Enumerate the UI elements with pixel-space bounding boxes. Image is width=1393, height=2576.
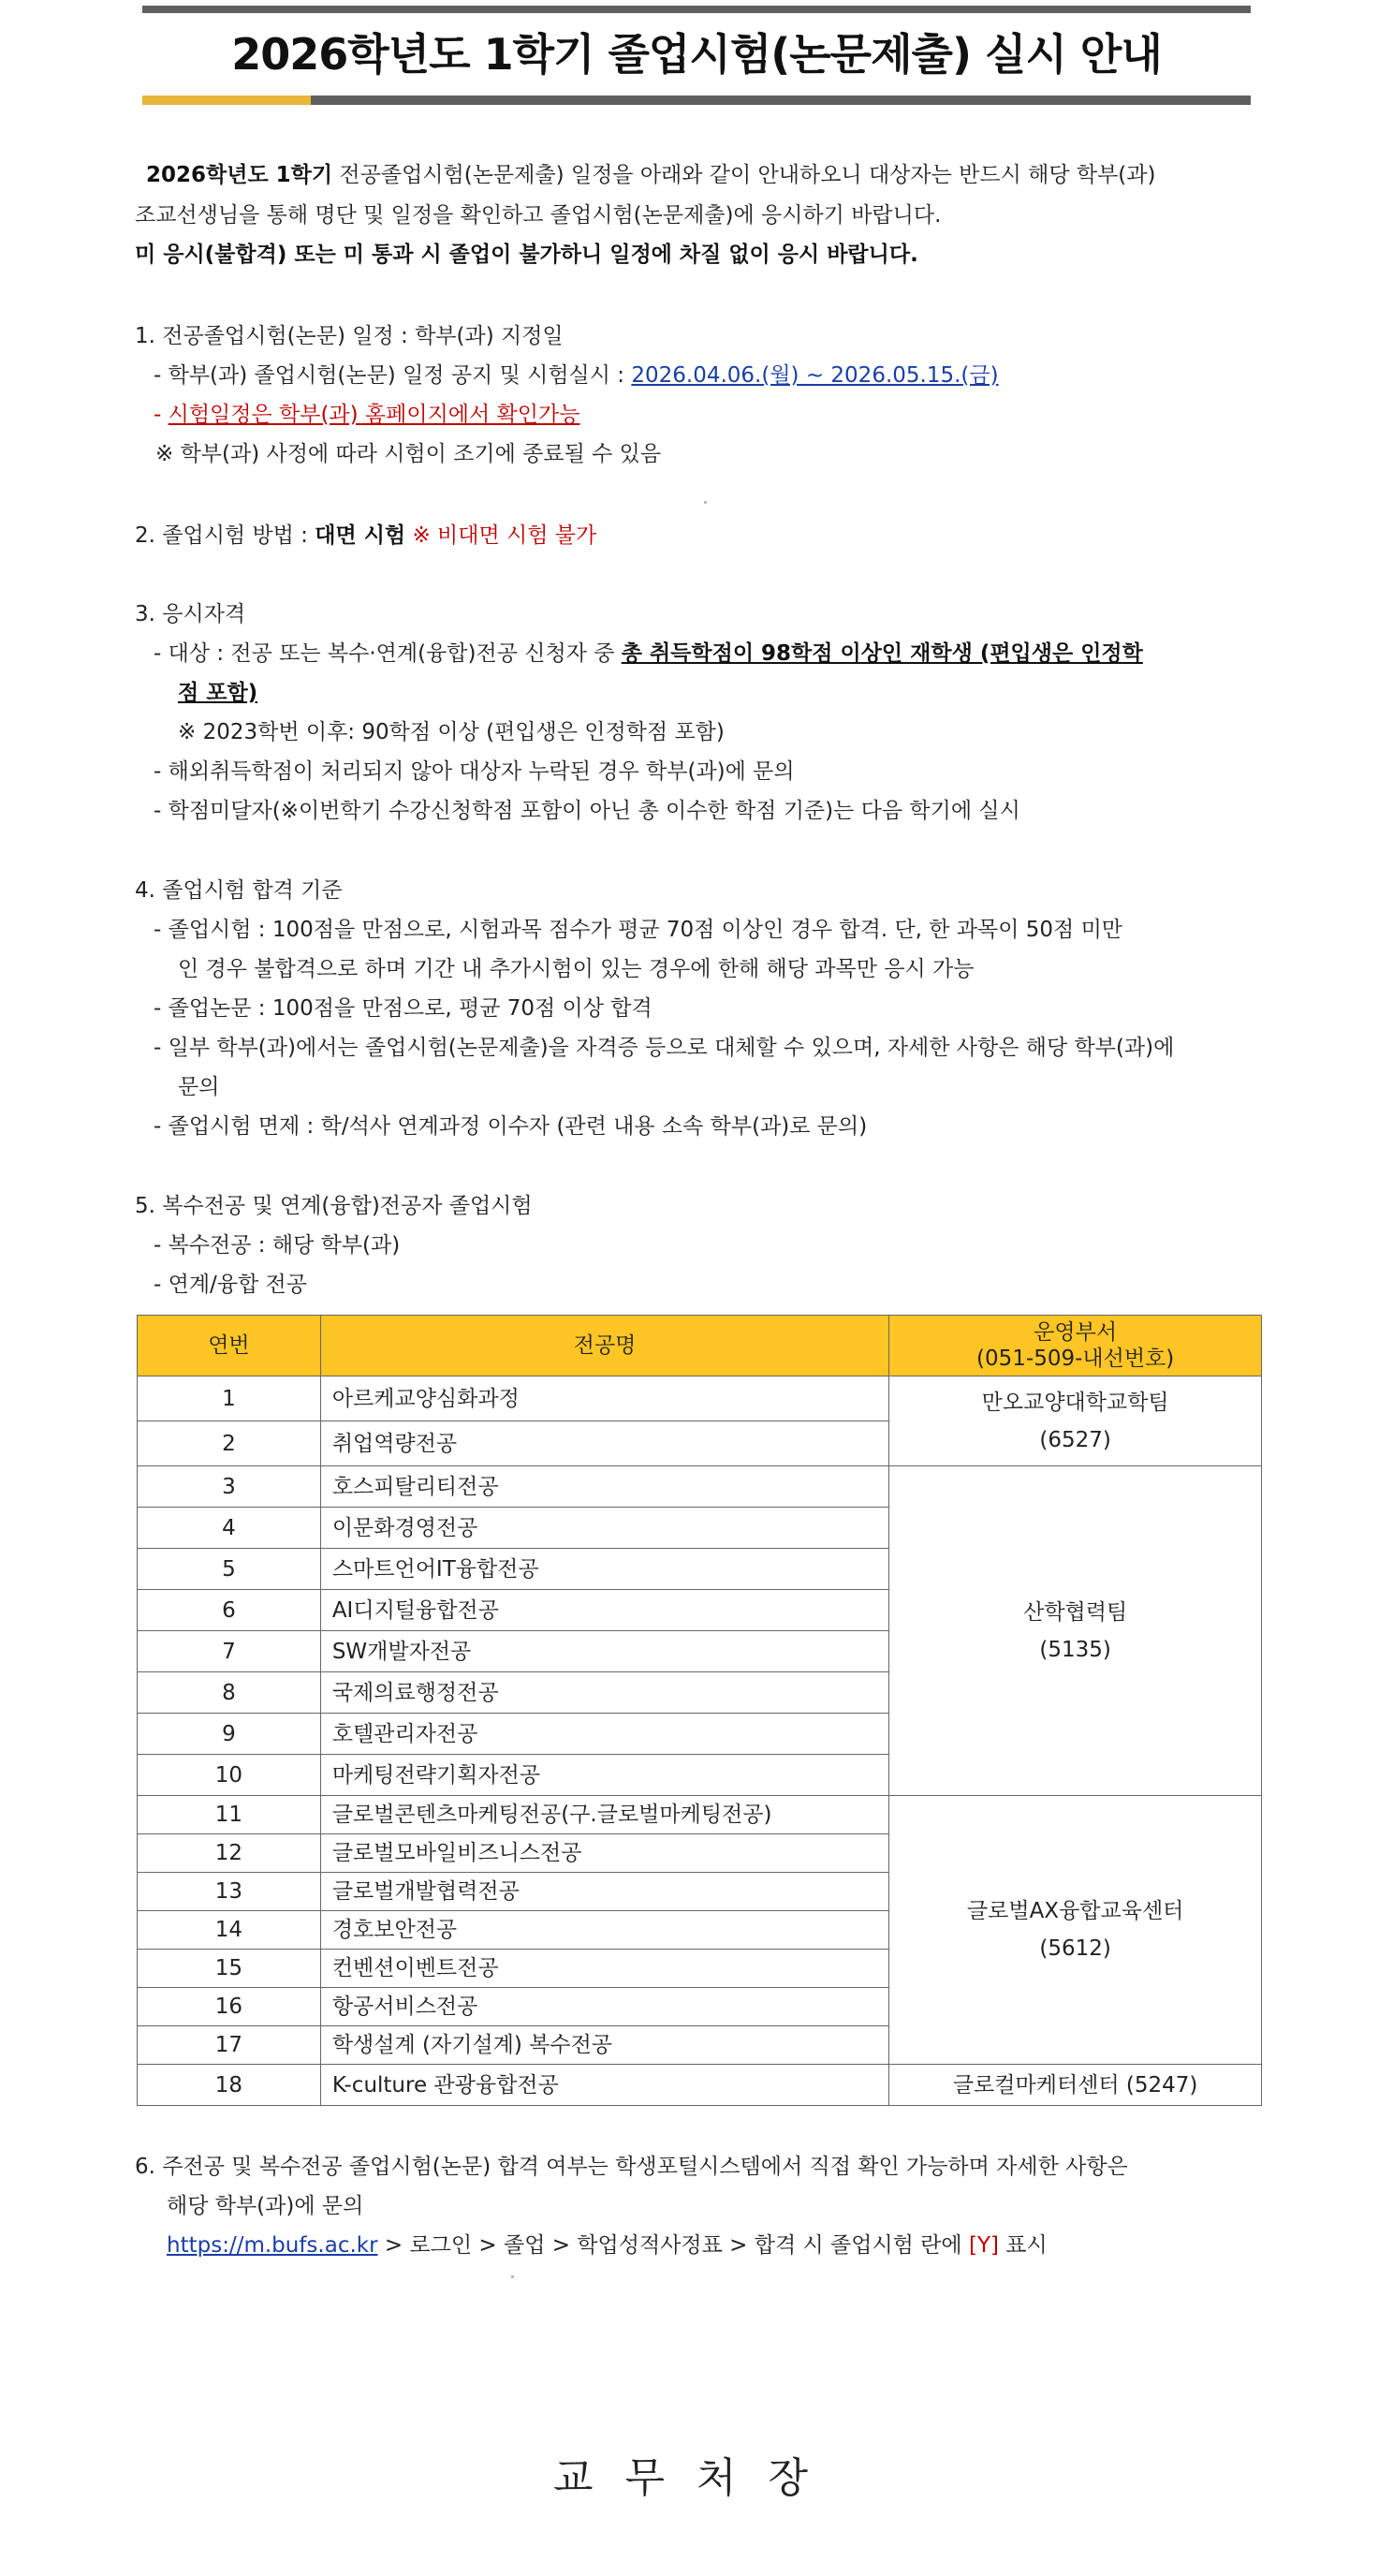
signature: 교무처장 (552, 2454, 840, 2502)
row-no: 1 (138, 1376, 321, 1421)
row-no: 4 (138, 1508, 321, 1549)
row-no: 10 (138, 1755, 321, 1796)
section5-item-linked: - 연계/융합 전공 (154, 1273, 307, 1297)
intro-line-1 (146, 160, 1155, 190)
title-rule-base (311, 96, 1251, 105)
row-major: 호스피탈리티전공 (320, 1466, 888, 1508)
row-no: 14 (138, 1911, 321, 1950)
section3-item-shortfall: - 학점미달자(※이번학기 수강신청학점 포함이 아닌 총 이수한 학점 기준)는 다음 학기에 실시 (154, 799, 1020, 823)
row-no: 9 (138, 1714, 321, 1755)
header-no: 연번 (138, 1316, 321, 1376)
table-row (138, 1796, 1262, 1834)
section3-note: ※ 2023학번 이후: 90학점 이상 (편입생은 인정학점 포함) (178, 720, 725, 744)
title-top-rule (142, 6, 1251, 13)
row-no: 18 (138, 2065, 321, 2106)
section3-item-target-label: - 대상 : 전공 또는 복수·연계(융합)전공 신청자 중 (154, 641, 622, 666)
row-major: 아르케교양심화과정 (320, 1376, 888, 1421)
header-major: 전공명 (320, 1316, 888, 1376)
intro-line-1-text: 전공졸업시험(논문제출) 일정을 아래와 같이 안내하오니 대상자는 반드시 해당 학부(과) (332, 163, 1156, 187)
row-major: 컨벤션이벤트전공 (320, 1950, 888, 1988)
section4-item-thesis: - 졸업논문 : 100점을 만점으로, 평균 70점 이상 합격 (154, 996, 653, 1021)
section1-note: ※ 학부(과) 사정에 따라 시험이 조기에 종료될 수 있음 (155, 442, 662, 466)
row-major: 스마트언어IT융합전공 (320, 1549, 888, 1590)
row-no: 13 (138, 1873, 321, 1911)
section6-line-2: 해당 학부(과)에 문의 (167, 2194, 364, 2218)
section3-heading: 3. 응시자격 (135, 602, 246, 626)
section4-item-exemption: - 졸업시험 면제 : 학/석사 연계과정 이수자 (관련 내용 소속 학부(과)로 문의) (154, 1114, 868, 1139)
intro-warning: 미 응시(불합격) 또는 미 통과 시 졸업이 불가하니 일정에 차질 없이 응시 바랍니다. (135, 243, 918, 267)
dept-cell (889, 1796, 1262, 2065)
title-rule-accent (142, 96, 311, 105)
dept-ext: (6527) (1039, 1427, 1111, 1452)
stray-dot (511, 2275, 514, 2278)
dept-cell (889, 1466, 1262, 1796)
dept-name: 글로벌AX융합교육센터 (966, 1899, 1184, 1923)
row-major: 항공서비스전공 (320, 1988, 888, 2026)
header-dept (889, 1316, 1262, 1376)
table-header-row (138, 1316, 1262, 1376)
section5-heading: 5. 복수전공 및 연계(융합)전공자 졸업시험 (135, 1194, 533, 1218)
dept-cell (889, 1376, 1262, 1466)
row-major: SW개발자전공 (320, 1631, 888, 1672)
section4-heading: 4. 졸업시험 합격 기준 (135, 878, 343, 903)
section6-line-3 (167, 2230, 1048, 2260)
portal-path: > 로그인 > 졸업 > 학업성적사정표 > 합격 시 졸업시험 란에 (377, 2233, 969, 2258)
exam-method: 대면 시험 (315, 523, 406, 548)
exam-period-date: 2026.04.06.(월) ~ 2026.05.15.(금) (631, 363, 999, 388)
row-major: 글로벌콘텐츠마케팅전공(구.글로벌마케팅전공) (320, 1796, 888, 1834)
section2-heading: 2. 졸업시험 방법 : (135, 523, 315, 548)
intro-line-2: 조교선생님을 통해 명단 및 일정을 확인하고 졸업시험(논문제출)에 응시하기 바랍니다. (135, 203, 942, 228)
row-no: 12 (138, 1834, 321, 1873)
homepage-notice: 시험일정은 학부(과) 홈페이지에서 확인가능 (168, 403, 580, 427)
section6-line-1: 6. 주전공 및 복수전공 졸업시험(논문) 합격 여부는 학생포털시스템에서 직접 확인 가능하며 자세한 사항은 (135, 2155, 1128, 2179)
row-no: 15 (138, 1950, 321, 1988)
row-major: 국제의료행정전공 (320, 1672, 888, 1714)
header-dept-title: 운영부서 (1034, 1320, 1118, 1345)
section5-item-double: - 복수전공 : 해당 학부(과) (154, 1233, 401, 1258)
table-row (138, 1466, 1262, 1508)
credit-requirement: 총 취득학점이 98학점 이상인 재학생 (편입생은 인정학 (621, 641, 1143, 666)
pass-mark: [Y] (968, 2233, 999, 2258)
row-major: 호텔관리자전공 (320, 1714, 888, 1755)
row-no: 3 (138, 1466, 321, 1508)
row-no: 7 (138, 1631, 321, 1672)
section3-item-target (154, 639, 1143, 669)
section1-item-schedule (154, 361, 999, 390)
row-major: K-culture 관광융합전공 (320, 2065, 888, 2106)
section2-line (135, 521, 596, 551)
dept-name: 글로컬마케터센터 (5247) (952, 2072, 1198, 2098)
row-major: 학생설계 (자기설계) 복수전공 (320, 2026, 888, 2065)
section4-item-exam: - 졸업시험 : 100점을 만점으로, 시험과목 점수가 평균 70점 이상인 경우 합격. 단, 한 과목이 50점 미만 (154, 918, 1123, 942)
row-major: 글로벌모바일비즈니스전공 (320, 1834, 888, 1873)
table-row (138, 2065, 1262, 2106)
row-major: 글로벌개발협력전공 (320, 1873, 888, 1911)
section1-heading: 1. 전공졸업시험(논문) 일정 : 학부(과) 지정일 (135, 324, 564, 348)
section1-item-schedule-label: - 학부(과) 졸업시험(논문) 일정 공지 및 시험실시 : (154, 363, 632, 388)
dept-name: 만오교양대학교학팀 (981, 1390, 1169, 1415)
section4-item-substitute: - 일부 학부(과)에서는 졸업시험(논문제출)을 자격증 등으로 대체할 수 있으며, 자세한 사항은 해당 학부(과)에 (154, 1036, 1175, 1060)
row-major: 마케팅전략기획자전공 (320, 1755, 888, 1796)
exam-method-restriction: ※ 비대면 시험 불가 (405, 523, 597, 548)
page-title: 2026학년도 1학기 졸업시험(논문제출) 실시 안내 (231, 29, 1162, 80)
row-major: 취업역량전공 (320, 1421, 888, 1466)
portal-path-suffix: 표시 (998, 2233, 1048, 2258)
title-bottom-rule (142, 96, 1251, 105)
dept-cell (889, 2065, 1262, 2106)
row-no: 11 (138, 1796, 321, 1834)
row-no: 16 (138, 1988, 321, 2026)
row-no: 17 (138, 2026, 321, 2065)
intro-year: 2026학년도 1학기 (146, 163, 333, 187)
section4-item-substitute-cont: 문의 (178, 1075, 220, 1099)
linked-majors-table (137, 1315, 1262, 2106)
section1-item-dash: - (154, 403, 169, 427)
row-major: 이문화경영전공 (320, 1508, 888, 1549)
section3-item-overseas: - 해외취득학점이 처리되지 않아 대상자 누락된 경우 학부(과)에 문의 (154, 759, 795, 784)
dept-ext: (5135) (1039, 1637, 1111, 1662)
row-major: AI디지털융합전공 (320, 1590, 888, 1631)
row-no: 8 (138, 1672, 321, 1714)
table-row (138, 1376, 1262, 1421)
section4-item-exam-cont: 인 경우 불합격으로 하며 기간 내 추가시험이 있는 경우에 한해 해당 과목만 응시 가능 (178, 957, 975, 981)
row-no: 2 (138, 1421, 321, 1466)
stray-dot (704, 501, 707, 504)
row-no: 6 (138, 1590, 321, 1631)
dept-name: 산학협력팀 (1023, 1599, 1128, 1625)
header-dept-phone: (051-509-내선번호) (976, 1347, 1175, 1371)
section1-item-homepage (154, 400, 579, 430)
portal-link[interactable]: https://m.bufs.ac.kr (167, 2233, 378, 2258)
credit-requirement-cont: 점 포함) (178, 681, 258, 705)
dept-ext: (5612) (1039, 1936, 1111, 1961)
row-no: 5 (138, 1549, 321, 1590)
row-major: 경호보안전공 (320, 1911, 888, 1950)
